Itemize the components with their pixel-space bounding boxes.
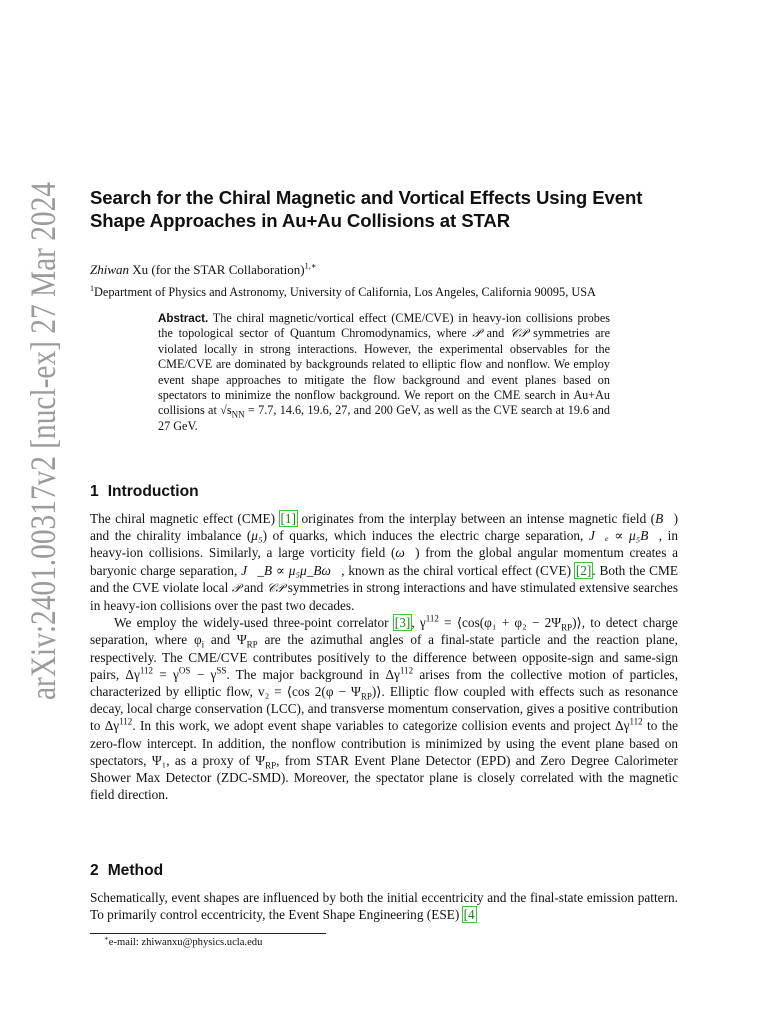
section-number: 2 [90,862,99,879]
cp-symbol: 𝒞𝒫 [509,326,528,341]
section-title: Method [107,862,164,879]
author-first-name: Zhiwan [90,262,130,277]
paragraph: Schematically, event shapes are influenced by both the initial eccentricity and the final-state emission pattern. To primarily control eccentricity, the Event Shape Engineering (ESE) [4 [90,890,678,923]
citation-link-1[interactable]: [1] [280,511,297,526]
footnote-mark: ∗ [104,934,109,943]
author-rest: Xu (for the STAR Collaboration) [129,262,305,277]
paragraph: The chiral magnetic effect (CME) [1] originates from the interplay between an intense magnetic field (B⃗) and the chirality imbalance (μ₅) of quarks, which induces the electric charge separation, J⃗ₑ ∝ μ₅B⃗, in heavy-ion collisions. Similarly, a large vorticity field (ω⃗) from the global angular momentum creates a baryonic charge separation, J⃗_B ∝ μ₅μ_Bω⃗, known as the chiral vortical effect (CVE) [2]. Both the CME and the CVE violate local 𝒫 and 𝒞𝒫 symmetries in strong interactions and have stimulated extensive searches in heavy-ion collisions over the past two decades. [90,511,679,614]
section-heading-method [90,862,163,880]
citation-link-2[interactable]: [2] [575,562,592,578]
arxiv-identifier-stamp [13,180,69,700]
abstract-text: The chiral magnetic/vortical effect (CME/CVE) in heavy-ion collisions probes the topological sector of Quantum Chromodynamics, where [158,311,610,341]
abstract-text: symmetries are violated locally in strong interactions. However, the experimental observables for the CME/CVE are dominated by backgrounds related to elliptic flow and nonflow. We employ event shape approaches to mitigate the flow background and event planes based on spectators to minimize the nonflow background. We report on the CME search in Au+Au collisions at [158,326,610,418]
footnote-rule [90,933,326,934]
arxiv-stamp-text: arXiv:2401.00317v2 [nucl-ex] 27 Mar 2024 [23,180,63,700]
introduction-body [90,510,678,803]
paragraph: We employ the widely-used three-point correlator [3], $\gamma^{112}$ = ⟨cos(φ₁ + $\varphi_2 - 2\Psi_{RP})⟩$, to detect charge separation, where $\varphi_i$ and $\Psi_{RP}$ are the azimuthal angles of a final-state particle and the reaction plane, respectively. The CME/CVE contributes positively to the difference between opposite-sign and same-sign pairs, $\Delta\gamma^{112} = \gamma^{OS} - \gamma^{SS}$. The major background in $\Delta\gamma^{112}$ arises from the collective motion of particles, characterized by elliptic flow, v₂ = ⟨cos $2(\varphi - \Psi_{RP})⟩$. Elliptic flow coupled with effects such as resonance decay, local charge conservation (LCC), and transverse momentum conservation, gives a positive contribution to $\Delta\gamma^{112}$. In this work, we adopt event shape variables to categorize collision events and project $\Delta\gamma^{112}$ to the zero-flow intercept. In addition, the nonflow contribution is minimized by using the event plane based on spectators, Ψ₁, as a proxy of $\Psi_{RP}$, from STAR Event Plane Detector (EPD) and Zero Degree Calorimeter Shower Max Detector (ZDC-SMD). Moreover, the spectator plane is closely correlated with the magnetic field direction. [90,613,679,803]
section-title: Introduction [107,483,199,500]
section-heading-introduction [90,483,199,501]
citation-link-4[interactable]: [4 [463,907,475,923]
affiliation [90,285,690,300]
method-body [90,889,678,923]
affiliation-text: Department of Physics and Astronomy, University of California, Los Angeles, California 90095, USA [94,285,596,299]
abstract-text: = 7.7, 14.6, 19.6, 27, and 200 GeV, as well as the CVE search at 19.6 and 27 GeV. [158,403,610,433]
section-number: 1 [90,483,99,500]
author-line [90,262,317,278]
author-affil-marks: 1,∗ [304,260,317,271]
abstract-text: and [480,326,510,341]
parity-symbol: 𝒫 [472,326,481,341]
affiliation-mark: 1 [90,283,94,293]
citation-link-3[interactable]: [3] [394,615,411,631]
paper-title: Search for the Chiral Magnetic and Vortical Effects Using Event Shape Approaches in Au+Au Collisions at STAR [90,187,643,231]
abstract-label: Abstract. [158,312,209,325]
footnote [104,934,263,948]
abstract [158,311,610,434]
sqrt-snn: $√s_{NN}$ [220,403,245,420]
footnote-email: e-mail: zhiwanxu@physics.ucla.edu [108,937,263,948]
